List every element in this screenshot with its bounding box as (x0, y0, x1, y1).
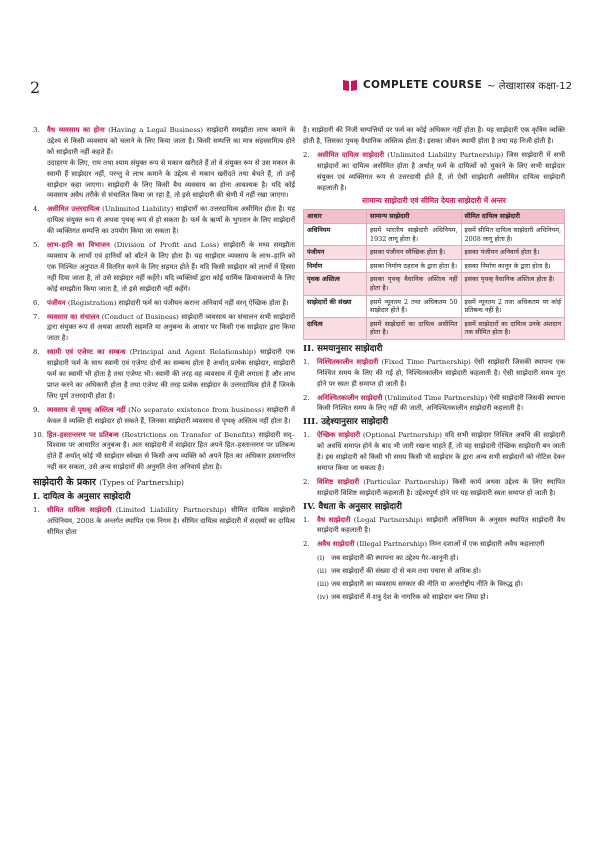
page-number: 2 (30, 78, 41, 97)
type-item (303, 539, 565, 550)
table-row (304, 295, 565, 317)
item-number: 2. (303, 477, 310, 486)
item-term: असीमित दायित्व साझेदारी (317, 150, 385, 159)
condition-number: (i) (317, 554, 325, 563)
types-heading (33, 478, 295, 489)
table-cell: इसका पृथक् वैधानिक अस्तित्व होता है। (461, 273, 564, 295)
feature-item (33, 405, 295, 427)
item-number: 1. (303, 515, 310, 524)
types-heading-hi: साझेदारी के प्रकार (33, 477, 96, 489)
item-text: (No separate existence from business) साझेदारी में केवल वे व्यक्ति ही साझेदार हो सकते हैं, जिनका साझेदारी व्यवसाय से पृथक् अस्तित्व नहीं होता है। (47, 405, 296, 425)
item-text: (Restrictions on Transfer of Benefits) साझेदारी सद्–विश्वास पर आधारित अनुबन्ध है। अतः साझेदारी में साझेदार हित अपने हित–हस्तान्तरण पर प्रतिबन्ध होते हैं अर्थात् कोई भी साझेदार स्वेच्छा से किसी अन्य व्यक्ति को अपने हित का अधिकार हस्तान्तरित नहीं कर सकता, उसे अन्य साझेदारों की अनुमति लेना अनिवार्य होता है। (47, 430, 295, 472)
table-cell: इसमें न्यूनतम 2 तथा अधिकतम पर कोई प्रतिबन्ध नहीं है। (461, 295, 564, 317)
table-cell: इसका पंजीयन अनिवार्य होता है। (461, 246, 564, 260)
types-heading-en: (Types of Partnership) (99, 478, 184, 488)
item-term: ऐच्छिक साझेदारी (317, 431, 361, 440)
item-text: (Illegal Partnership) निम्न दशाओं में एक साझेदारी अवैध कहलाएगी (354, 540, 545, 549)
item-term: पंजीयन (47, 298, 66, 307)
comparison-table-title: सामान्य साझेदारी एवं सीमित देयता साझेदारी में अन्तर (362, 196, 506, 206)
item-term: निश्चितकालीन साझेदारी (317, 357, 379, 366)
item-number: 7. (33, 312, 40, 321)
illegal-conditions-list (303, 553, 565, 603)
book-icon (342, 78, 358, 92)
table-cell: इसका निर्माण ठहराव के द्वारा होता है। (367, 259, 462, 273)
item-example: उदाहरण के लिए, राम तथा श्याम संयुक्त रूप से मकान खरीदते हैं तो वे संयुक्त रूप से उस मकान के स्वामी हैं साझेदार नहीं, परन्तु वे लाभ कमाने के उद्देश्य से मकान खरीदते तथा बेचते हैं, तो उन्हें साझेदार कहा जाएगा। साझेदारी के लिए किसी वैध व्यवसाय का होना आवश्यक है। यदि कोई व्यवसाय अवैध तरीके से संचालित किया जा रहा है, तो इसे साझेदारी की श्रेणी में नहीं रखा जाएगा। (47, 158, 295, 200)
item-term: अनिश्चितकालीन साझेदारी (317, 393, 383, 402)
table-cell: इसमें न्यूनतम 2 तथा अधिकतम 50 साझेदार होते हैं। (367, 295, 462, 317)
item-text: (Fixed Time Partnership) ऐसी साझेदारी जिसकी स्थापना एक निश्चित समय के लिए की गई हो, निश्चितकालीन साझेदारी कहलाती है। ऐसी साझेदारी समय पूरा होने पर स्वतः ही समाप्त हो जाती है। (317, 357, 565, 388)
table-row (304, 259, 565, 273)
item-text: (Unlimited Liability Partnership) जिस साझेदारी में सभी साझेदारों का दायित्व असीमित होता है अर्थात् फर्म के दायित्वों को चुकाने के लिए सभी साझेदार संयुक्त एवं व्यक्तिगत रूप से उत्तरदायी होते हैं, तो ऐसी साझेदारी असीमित दायित्व साझेदारी कहलाती है। (317, 150, 565, 192)
item-text: (Conduct of Business) साझेदारी व्यवसाय का संचालन सभी साझेदारों द्वारा संयुक्त रूप से अथवा आपसी सहमति या अनुबन्ध के आधार पर किसी एक साझेदार द्वारा किया जाता है। (47, 312, 296, 343)
item-term: असीमित उत्तरदायित्व (47, 205, 100, 214)
type-item (303, 477, 565, 499)
condition-item (317, 566, 565, 577)
table-row (304, 246, 565, 260)
table-cell: इसमें सीमित दायित्व साझेदारी अधिनियम, 2008 लागू होता है। (461, 223, 564, 245)
item-term: वैध व्यवसाय का होना (47, 126, 105, 134)
table-cell: इसका पृथक् वैधानिक अस्तित्व नहीं होता है। (367, 273, 462, 295)
table-header-cell: सामान्य साझेदारी (367, 210, 462, 224)
item-number: 2. (303, 150, 310, 159)
item-term: लाभ–हानि का विभाजन (47, 241, 110, 250)
item-text: (Particular Partnership) किसी कार्य अथवा उद्देश्य के लिए स्थापित साझेदारी विशिष्ट साझेदारी कहलाती है। उद्देश्यपूर्ण होने पर यह साझेदारी स्वतः समाप्त हो जाती है। (317, 477, 565, 497)
type-item (303, 393, 565, 415)
section-heading: I. दायित्व के अनुसार साझेदारी (33, 492, 131, 503)
item-text: (Division of Profit and Loss) साझेदारी के मध्य समझौता व्यवसाय के लाभों एवं हानियों को बाँटने के लिए होता है। यह साझेदार व्यवसाय के लाभ–हानि को एक निश्चित अनुपात में वितरित करने के लिए सहमत होते हैं। यदि किसी साझेदार को लाभों में हिस्सा नहीं दिया जाता है, तो उसे साझेदार नहीं कहेंगे। यदि व्यक्तियों द्वारा कोई धार्मिक क्रियाकलापों के लिए कोई समझौता किया जाता है, तो इसे साझेदारी नहीं कहेंगे। (47, 241, 295, 293)
condition-item (317, 579, 565, 590)
item-text: (Unlimited Time Partnership) ऐसी साझेदारी जिसकी स्थापना किसी निश्चित समय के लिए नहीं की जाती, अनिश्चितकालीन साझेदारी कहलाती है। (317, 393, 565, 413)
feature-item (33, 125, 295, 201)
item-term: व्यवसाय से पृथक् अस्तित्व नहीं (47, 405, 126, 414)
item-number: 3. (33, 126, 40, 134)
comparison-table (303, 209, 565, 340)
item-text: (Having a Legal Business) साझेदारी समझौता लाभ कमाने के उद्देश्य से किसी व्यवसाय को चलाने के लिए किया जाता है। किसी सम्पत्ति का मात्र सहस्वामित्व होने को साझेदारी नहीं कहते हैं। (47, 126, 295, 156)
item-text: (Registration) साझेदारी फर्म का पंजीयन कराना अनिवार्य नहीं वरन् ऐच्छिक होता है। (65, 298, 289, 307)
brand-name: COMPLETE COURSE (363, 79, 483, 91)
table-cell: अधिनियम (304, 223, 367, 245)
table-cell: पृथक अस्तित्व (304, 273, 367, 295)
table-cell: साझेदारों की संख्या (304, 295, 367, 317)
item-term: स्वामी एवं एजेण्ट का सम्बन्ध (47, 348, 126, 357)
condition-text: जब साझेदारी का व्यवसाय सरकार की नीति या अन्तर्राष्ट्रीय नीति के विरुद्ध हो। (331, 580, 523, 589)
condition-item (317, 553, 565, 564)
table-cell: पंजीयन (304, 246, 367, 260)
condition-text: जब साझेदारी की स्थापना का उद्देश्य गैर–कानूनी हो। (331, 554, 459, 563)
item-text: (Principal and Agent Relationship) साझेदारी एक साझेदारी फर्म के साथ स्वामी एवं एजेण्ट दोनों का सम्बन्ध होता है अर्थात् प्रत्येक साझेदार, साझेदारी फर्म का स्वामी भी होता है तथा एजेण्ट भी। स्वामी की तरह वह व्यवसाय में पूँजी लगाता है और लाभ प्राप्त करने का अधिकारी होता है तथा एजेण्ट की तरह प्रत्येक साझेदार के उत्तरदायित्व होते हैं जिनके लिए पूर्ण उत्तरदायी होता है। (47, 348, 295, 400)
condition-number: (iv) (317, 593, 329, 601)
table-row (304, 317, 565, 339)
book-header (342, 78, 572, 92)
item-term: हित–हस्तान्तरण पर प्रतिबन्ध (47, 430, 119, 439)
table-header-cell: सीमित दायित्व साझेदारी (461, 210, 564, 224)
item-number: 8. (33, 348, 40, 357)
condition-text: जब साझेदारों की संख्या दो से कम तथा पचास से अधिक हो। (331, 567, 482, 576)
condition-number: (ii) (317, 567, 327, 576)
item-number: 2. (303, 393, 310, 402)
table-header-cell: आधार (304, 210, 367, 224)
item-text: (Limited Liability Partnership) सीमित दायित्व साझेदारी अधिनियम, 2008 के अन्तर्गत स्थापित एक निगम है। सीमित दायित्व साझेदारी में सदस्यों का दायित्व सीमित होता (47, 506, 295, 536)
table-cell: इसका निर्माण कानून के द्वारा होता है। (461, 259, 564, 273)
condition-text: जब साझेदारों में शत्रु देश के नागरिक को साझेदार बना लिया हो। (331, 593, 489, 601)
item-text: (Optional Partnership) यदि सभी साझेदार निश्चित अवधि की साझेदारी को अवधि समाप्त होने के बाद भी जारी रखना चाहते हैं, तो वह साझेदारी ऐच्छिक साझेदारी बन जाती है। इस साझेदारी को किसी भी समय किसी भी साझेदार के द्वारा अन्य सभी साझेदारों को नोटिस देकर समाप्त किया जा सकता है। (317, 431, 565, 472)
feature-item (33, 430, 295, 474)
table-cell: इसमें साझेदारों का दायित्व उनके अंशदान तक सीमित होता है। (461, 317, 564, 339)
item-term: व्यवसाय का संचालन (47, 312, 100, 321)
item-number: 1. (33, 506, 40, 514)
item-number: 4. (33, 205, 40, 214)
item-term: विशिष्ट साझेदारी (317, 477, 360, 486)
item-number: 1. (303, 357, 310, 366)
item-text: (Legal Partnership) साझेदारी अधिनियम के अनुसार स्थापित साझेदारी वैध साझेदारी कहलाती है। (317, 515, 565, 535)
right-column (303, 125, 565, 605)
table-cell: इसमें भारतीय साझेदारी अधिनियम, 1932 लागू होता है। (367, 223, 462, 245)
type-item (303, 430, 565, 474)
type-item (303, 150, 565, 194)
feature-item (33, 347, 295, 402)
item-term: सीमित दायित्व साझेदारी (47, 506, 112, 514)
item-number: 10. (33, 430, 44, 439)
table-cell: इसमें साझेदारों का दायित्व असीमित होता है। (367, 317, 462, 339)
feature-item (33, 312, 295, 345)
table-row (304, 273, 565, 295)
item-text: (Unlimited Liability) साझेदारों का उत्तरदायित्व असीमित होता है। यह दायित्व संयुक्त रूप से अथवा पृथक् रूप से हो सकता है। फर्म के ऋणों के भुगतान के लिए साझेदारों की व्यक्तिगत सम्पत्ति का उपयोग किया जा सकता है। (47, 205, 295, 236)
feature-item (33, 298, 295, 309)
item-number: 5. (33, 241, 40, 250)
section-heading: III. उद्देश्यानुसार साझेदारी (303, 417, 389, 428)
continuation-text: है। साझेदारी की निजी सम्पत्तियों पर फर्म का कोई अधिकार नहीं होता है। यह साझेदारी एक कृत्रिम व्यक्ति होती है, जिसका पृथक् वैधानिक अस्तित्व होता है। इसका जीवन स्थायी होता है तथा यह निजी होती है। (303, 126, 565, 145)
item-number: 6. (33, 298, 40, 307)
feature-item (33, 204, 295, 237)
table-header-row (304, 210, 565, 224)
item-number: 2. (303, 540, 310, 549)
table-cell: दायित्व (304, 317, 367, 339)
feature-item (33, 240, 295, 295)
item-term: अवैध साझेदारी (317, 540, 355, 549)
table-row (304, 223, 565, 245)
item-number: 9. (33, 405, 40, 414)
section-heading: IV. वैधता के अनुसार साझेदारी (303, 501, 402, 512)
type-item (303, 357, 565, 390)
item-term: वैध साझेदारी (317, 515, 351, 524)
item-number: 1. (303, 431, 310, 440)
type-item (33, 505, 295, 538)
table-cell: निर्माण (304, 259, 367, 273)
left-column (33, 125, 295, 541)
section-heading: II. समयानुसार साझेदारी (303, 343, 383, 354)
condition-item (317, 592, 565, 603)
table-cell: इसका पंजीयन स्वैच्छिक होता है। (367, 246, 462, 260)
subject-class: ~ लेखाशास्त्र कक्षा-12 (487, 81, 572, 92)
condition-number: (iii) (317, 580, 329, 589)
type-item (303, 515, 565, 537)
